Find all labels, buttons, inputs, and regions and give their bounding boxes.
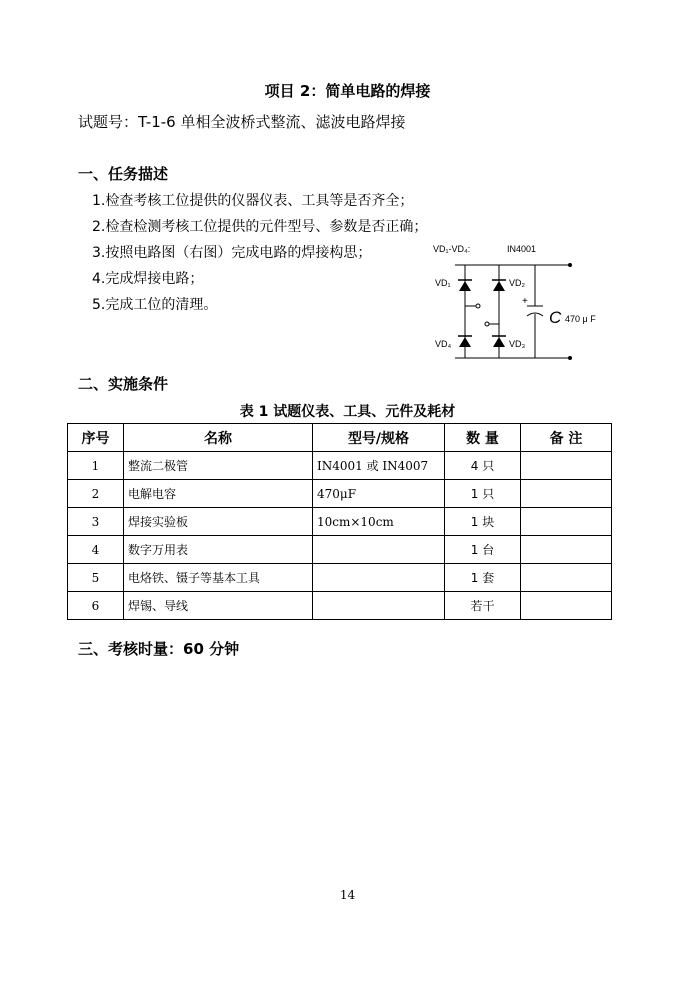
diode-vd3-icon — [492, 336, 506, 347]
table-row — [68, 508, 612, 536]
cell-quantity: 1 台 — [445, 536, 521, 564]
cell-model: 470μF — [313, 480, 445, 508]
section-heading-duration: 三、考核时量：60 分钟 — [78, 640, 240, 658]
label-vd1: VD₁ — [435, 278, 451, 288]
task-item-2: 2.检查检测考核工位提供的元件型号、参数是否正确； — [92, 219, 428, 235]
capacitor-value: 470 μ F — [565, 314, 596, 324]
col-header-model: 型号/规格 — [313, 424, 445, 452]
capacitor-symbol: C — [549, 308, 562, 327]
bridge-rectifier-diagram — [425, 240, 615, 365]
cell-remark — [521, 508, 612, 536]
cell-model: 10cm×10cm — [313, 508, 445, 536]
table-row — [68, 564, 612, 592]
cell-name: 电解电容 — [124, 480, 313, 508]
label-vd2: VD₂ — [509, 278, 525, 288]
cell-remark — [521, 452, 612, 480]
table-row — [68, 536, 612, 564]
diode-vd2-icon — [492, 280, 506, 291]
circuit-diode-label: VD₁-VD₄: — [433, 244, 471, 254]
cell-index: 4 — [68, 536, 124, 564]
task-item-3: 3.按照电路图（右图）完成电路的焊接构思； — [92, 245, 372, 261]
task-item-4: 4.完成焊接电路； — [92, 271, 204, 287]
diode-vd1-icon — [458, 280, 472, 291]
cell-index: 3 — [68, 508, 124, 536]
cell-model — [313, 592, 445, 620]
cell-name: 电烙铁、镊子等基本工具 — [124, 564, 313, 592]
task-item-5: 5.完成工位的清理。 — [92, 297, 218, 313]
task-item-1: 1.检查考核工位提供的仪器仪表、工具等是否齐全； — [92, 193, 414, 209]
cell-remark — [521, 536, 612, 564]
col-header-name: 名称 — [124, 424, 313, 452]
table-row — [68, 452, 612, 480]
col-header-index: 序号 — [68, 424, 124, 452]
cell-quantity: 4 只 — [445, 452, 521, 480]
cell-remark — [521, 592, 612, 620]
col-header-remark: 备 注 — [521, 424, 612, 452]
section-heading-conditions: 二、实施条件 — [78, 375, 169, 393]
cell-index: 6 — [68, 592, 124, 620]
circuit-part-number: IN4001 — [507, 244, 537, 254]
cell-quantity: 1 只 — [445, 480, 521, 508]
cell-remark — [521, 480, 612, 508]
cell-model — [313, 564, 445, 592]
cell-name: 整流二极管 — [124, 452, 313, 480]
cell-name: 焊接实验板 — [124, 508, 313, 536]
section-heading-task: 一、任务描述 — [78, 165, 169, 183]
label-vd3: VD₃ — [509, 339, 526, 349]
cell-remark — [521, 564, 612, 592]
equipment-table — [67, 423, 612, 620]
page-number: 14 — [339, 888, 356, 902]
page-title: 项目 2：简单电路的焊接 — [264, 82, 431, 100]
diode-vd4-icon — [458, 336, 472, 347]
table-row — [68, 592, 612, 620]
cell-quantity: 若干 — [445, 592, 521, 620]
cell-model — [313, 536, 445, 564]
cell-quantity: 1 块 — [445, 508, 521, 536]
cell-index: 5 — [68, 564, 124, 592]
label-vd4: VD₄ — [435, 339, 452, 349]
col-header-quantity: 数 量 — [445, 424, 521, 452]
exam-subtitle: 试题号：T-1-6 单相全波桥式整流、滤波电路焊接 — [78, 113, 406, 131]
cell-name: 焊锡、导线 — [124, 592, 313, 620]
cell-name: 数字万用表 — [124, 536, 313, 564]
cell-model: IN4001 或 IN4007 — [313, 452, 445, 480]
cell-index: 2 — [68, 480, 124, 508]
table-header-row — [68, 424, 612, 452]
table-caption: 表 1 试题仪表、工具、元件及耗材 — [239, 404, 456, 420]
cell-index: 1 — [68, 452, 124, 480]
capacitor-plus: + — [522, 296, 528, 307]
table-row — [68, 480, 612, 508]
cell-quantity: 1 套 — [445, 564, 521, 592]
